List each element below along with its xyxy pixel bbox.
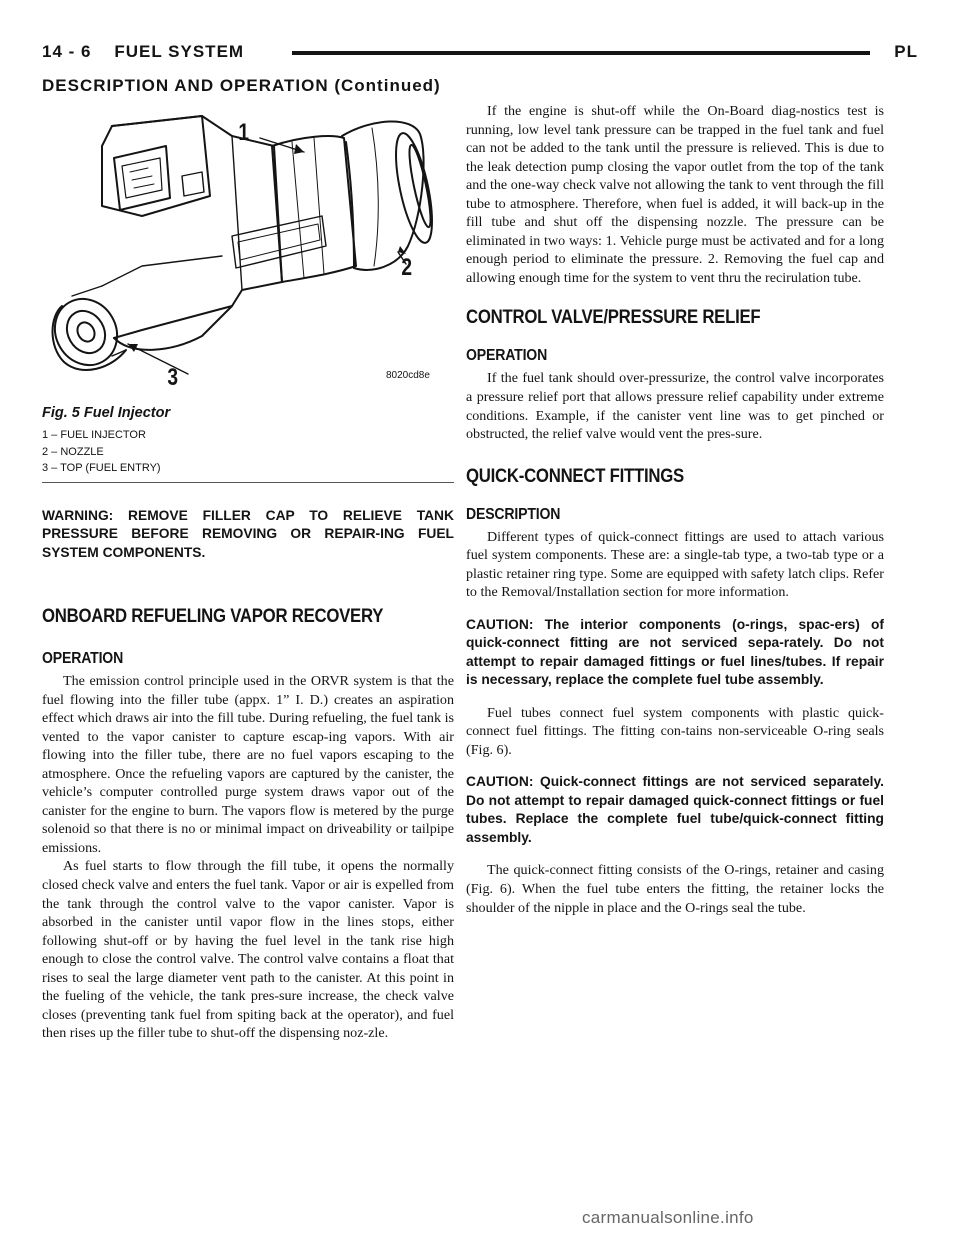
paragraph: As fuel starts to flow through the fill tube, it opens the normally closed check valve and enters the fuel tank. Vapor or air is expelled from the tank through the control valve to the vapor canister. Vapor is absorbed in the canister until vapor flow in the lines stops, either following shut-off or by having the fuel level in the tank rise high enough to close the control valve. The control valve contains a float that rises to seal the large diameter vent path to the canister. At this point in the fueling of the vehicle, the tank pres-sure increase, the check valve closes (preventing tank fuel from spiting back at the operator), and fuel then rises up the filler tube to shut-off the dispensing noz-zle. [42,858,454,1042]
paragraph: If the engine is shut-off while the On-Board diag-nostics test is running, low level tank pressure can be trapped in the fuel tank and fuel can not be added to the tank until the pressure is relieved. This is due to the leak detection pump closing the vapor outlet from the top of the tank and the one-way check valve not allowing the tank to vent through the fill tube to atmosphere. Therefore, when fuel is added, it will back-up in the fill tube and shut off the dispensing nozzle. The pressure can be eliminated in two ways: 1. Vehicle purge must be activated and for a long enough period to eliminate the pressure. 2. Removing the fuel cap and allowing enough time for the system to vent thru the recirulation tube. [466,103,884,286]
figure-image-code: 8020cd8e [386,370,430,381]
paragraph: The emission control principle used in the ORVR system is that the fuel flowing into the filler tube (appx. 1” I. D.) creates an aspiration effect which draws air into the fill tube. During refueling, the fuel tank is vented to the vapor canister to capture escap-ing vapors. With air flowing into the filler tube, there are no fuel vapors escaping to the atmosphere. Once the refueling vapors are captured by the canister, the vehicle’s computer controlled purge system draws vapor out of the canister for the engine to burn. The vapors flow is metered by the purge solenoid so that there is no or minimal impact on driveability or tailpipe emissions. [42,673,454,856]
watermark: carmanualsonline.info [582,1208,754,1227]
page-number-and-chapter: 14 - 6 FUEL SYSTEM [42,42,245,61]
paragraph: If the fuel tank should over-pressurize, the control valve incorporates a pressure relief port that allows pressure relief capability under extreme conditions. Example, if the canister vent line was to get pinched or obstructed, the relief valve would vent the pres-sure. [466,370,884,443]
warning-note: WARNING: REMOVE FILLER CAP TO RELIEVE TANK PRESSURE BEFORE REMOVING OR REPAIR-ING FUEL SYSTEM COMPONENTS. [42,507,454,560]
fuel-injector-figure [42,106,454,391]
paragraph: Different types of quick-connect fittings are used to attach various fuel system components. These are: a single-tab type, a two-tab type or a plastic retainer ring type. Some are equipped with safety latch clips. Refer to the Removal/Installation section for more information. [466,528,884,601]
legend-item: 2 – NOZZLE [42,445,104,458]
subsection-title-description: DESCRIPTION [466,505,561,523]
caution-note: CAUTION: The interior components (o-rings, spac-ers) of quick-connect fitting are not serviced sepa-rately. Do not attempt to repair damaged fittings or fuel lines/tubes. If repair is necessary, replace the complete fuel tube assembly. [466,616,884,688]
section-title-control-valve: CONTROL VALVE/PRESSURE RELIEF [466,306,761,329]
subsection-title-operation: OPERATION [466,347,548,365]
caution-note: CAUTION: Quick-connect fittings are not serviced separately. Do not attempt to repair damaged quick-connect fittings or fuel tubes. Replace the complete fuel tube/quick-connect fitting assembly. [466,774,884,845]
paragraph: Fuel tubes connect fuel system components with plastic quick-connect fuel fittings. The fitting con-tains non-serviceable O-ring seals (Fig. 6). [466,704,884,758]
section-title-orvr: ONBOARD REFUELING VAPOR RECOVERY [42,605,384,627]
page-header [42,42,918,72]
figure-legend [42,427,454,483]
model-code: PL [894,42,918,61]
legend-item: 1 – FUEL INJECTOR [42,429,146,441]
paragraph: The quick-connect fitting consists of the O-rings, retainer and casing (Fig. 6). When the fuel tube enters the fitting, the retainer locks the shoulder of the nipple in place and the O-rings seal the tube. [466,862,884,916]
subsection-title-operation: OPERATION [42,650,124,667]
left-column [42,106,454,1043]
fuel-injector-illustration [42,106,454,391]
figure-caption: Fig. 5 Fuel Injector [42,405,171,421]
callout-2: 2 [401,254,413,281]
header-rule [292,51,870,55]
callout-1: 1 [238,119,250,146]
section-title-quick-connect: QUICK-CONNECT FITTINGS [466,464,684,487]
legend-item: 3 – TOP (FUEL ENTRY) [42,462,161,474]
continued-heading: DESCRIPTION AND OPERATION (Continued) [42,76,441,95]
right-column [466,102,884,917]
callout-3: 3 [167,364,179,391]
